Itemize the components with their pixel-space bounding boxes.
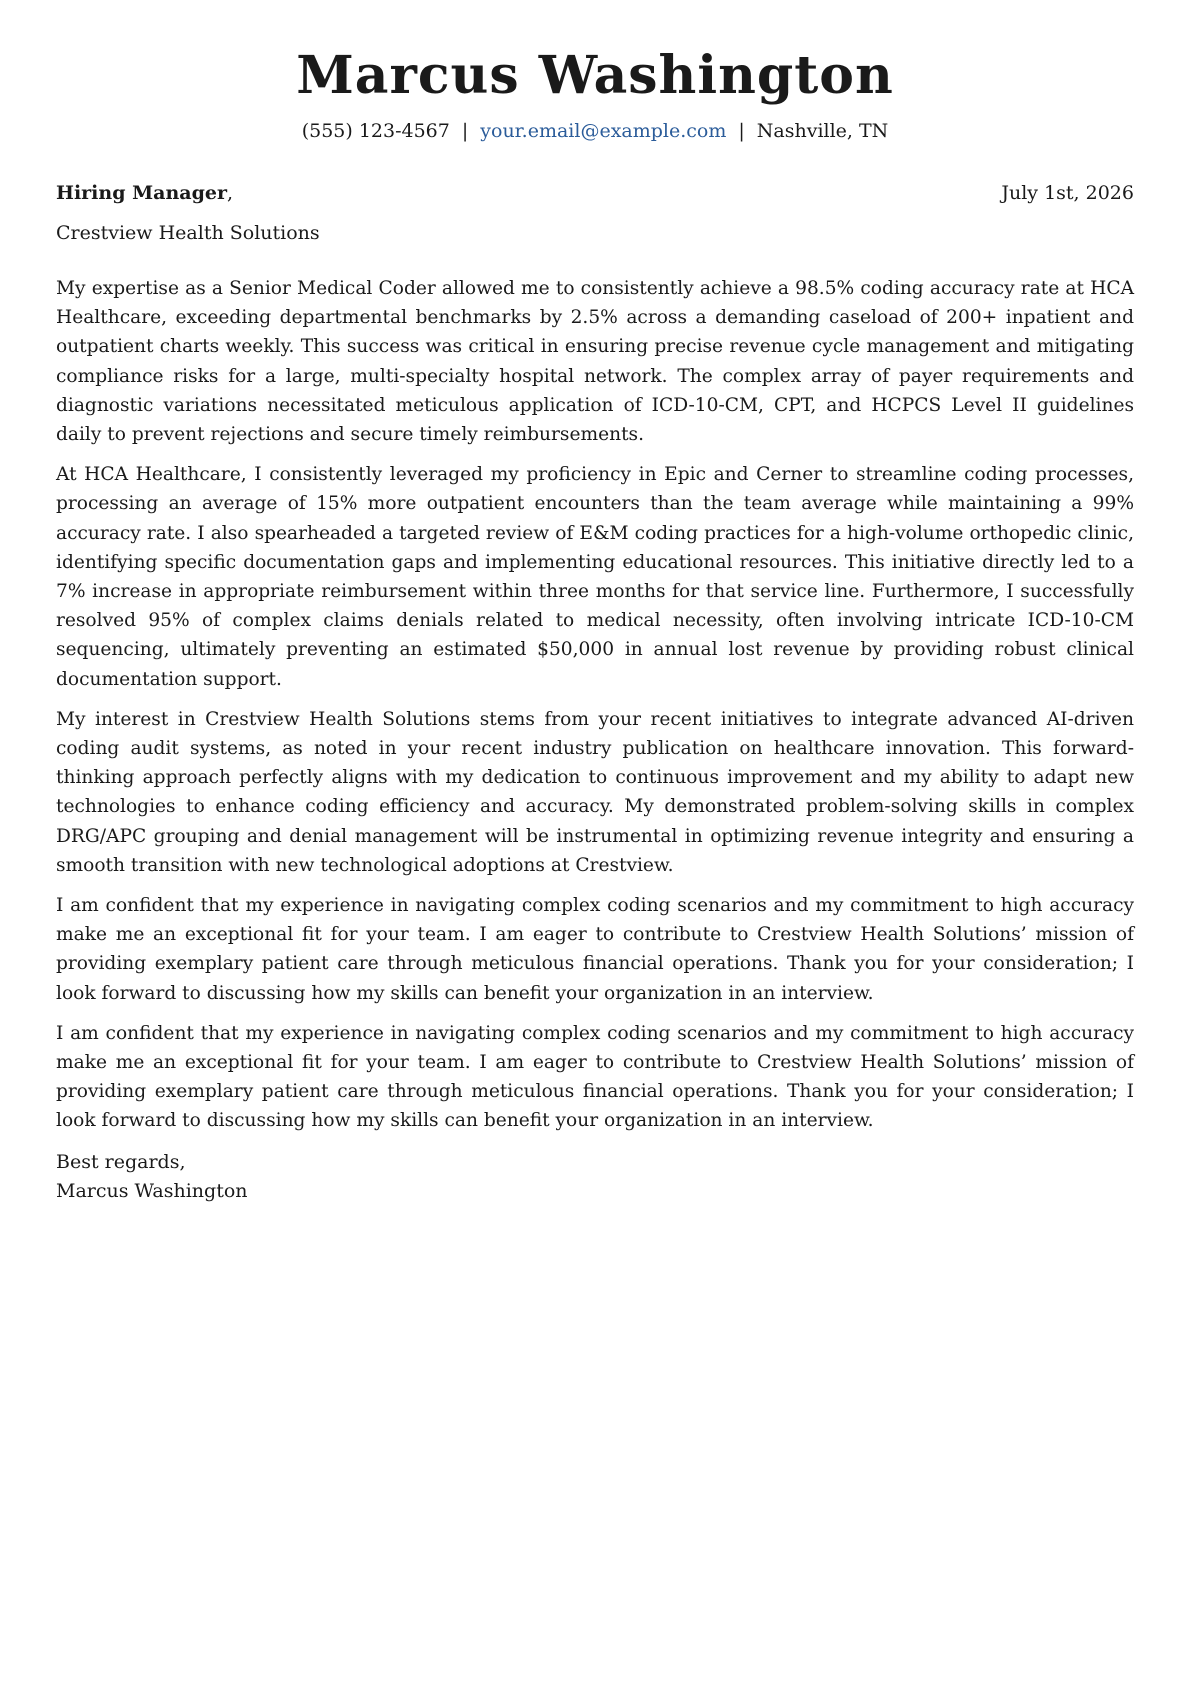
recipient (56, 180, 233, 206)
body-paragraph: At HCA Healthcare, I consistently leveraged my proficiency in Epic and Cerner to streamline coding processes, processing an average of 15% more outpatient encounters than the team average while maintaining a 99% accuracy rate. I also spearheaded a targeted review of E&M coding practices for a high-volume orthopedic clinic, identifying specific documentation gaps and implementing educational resources. This initiative directly led to a 7% increase in appropriate reimbursement within three months for that service line. Furthermore, I successfully resolved 95% of complex claims denials related to medical necessity, often involving intricate ICD-10-CM sequencing, ultimately preventing an estimated $50,000 in annual lost revenue by providing robust clinical documentation support. (56, 464, 1134, 690)
location: Nashville, TN (756, 120, 889, 142)
phone-number: (555) 123-4567 (301, 120, 450, 142)
recipient-title: Hiring Manager (56, 182, 227, 204)
closing-block (56, 1148, 1134, 1206)
letter-date: July 1st, 2026 (1001, 182, 1134, 204)
recipient-date-row (56, 180, 1134, 206)
company-name: Crestview Health Solutions (56, 222, 320, 244)
contact-line (56, 118, 1134, 144)
applicant-name: Marcus Washington (296, 45, 894, 106)
contact-separator: | (738, 120, 745, 142)
body-paragraph: I am confident that my experience in navigating complex coding scenarios and my commitment to high accuracy make me an exceptional fit for your team. I am eager to contribute to Crestview Health Solutions’ mission of providing exemplary patient care through meticulous financial operations. Thank you for your consideration; I look forward to discussing how my skills can benefit your organization in an interview. (56, 1022, 1134, 1132)
recipient-suffix: , (226, 182, 234, 204)
body-paragraph: My expertise as a Senior Medical Coder allowed me to consistently achieve a 98.5% coding accuracy rate at HCA Healthcare, exceeding departmental benchmarks by 2.5% across a demanding caseload of 200+ inpatient and outpatient charts weekly. This success was critical in ensuring precise revenue cycle management and mitigating compliance risks for a large, multi-specialty hospital network. The complex array of payer requirements and diagnostic variations necessitated meticulous application of ICD-10-CM, CPT, and HCPCS Level II guidelines daily to prevent rejections and secure timely reimbursements. (56, 278, 1134, 446)
closing-phrase: Best regards, (56, 1150, 186, 1173)
email-link[interactable]: your.email@example.com (480, 120, 727, 142)
body-paragraph: My interest in Crestview Health Solutions stems from your recent initiatives to integrate advanced AI-driven coding audit systems, as noted in your recent industry publication on healthcare innovation. This forward-thinking approach perfectly aligns with my dedication to continuous improvement and my ability to adapt new technologies to enhance coding efficiency and accuracy. My demonstrated problem-solving skills in complex DRG/APC grouping and denial management will be instrumental in optimizing revenue integrity and ensuring a smooth transition with new technological adoptions at Crestview. (56, 708, 1134, 876)
letter-body (56, 274, 1134, 1136)
contact-separator: | (461, 120, 469, 142)
signature-name: Marcus Washington (56, 1179, 248, 1202)
body-paragraph: I am confident that my experience in navigating complex coding scenarios and my commitment to high accuracy make me an exceptional fit for your team. I am eager to contribute to Crestview Health Solutions’ mission of providing exemplary patient care through meticulous financial operations. Thank you for your consideration; I look forward to discussing how my skills can benefit your organization in an interview. (56, 895, 1134, 1004)
